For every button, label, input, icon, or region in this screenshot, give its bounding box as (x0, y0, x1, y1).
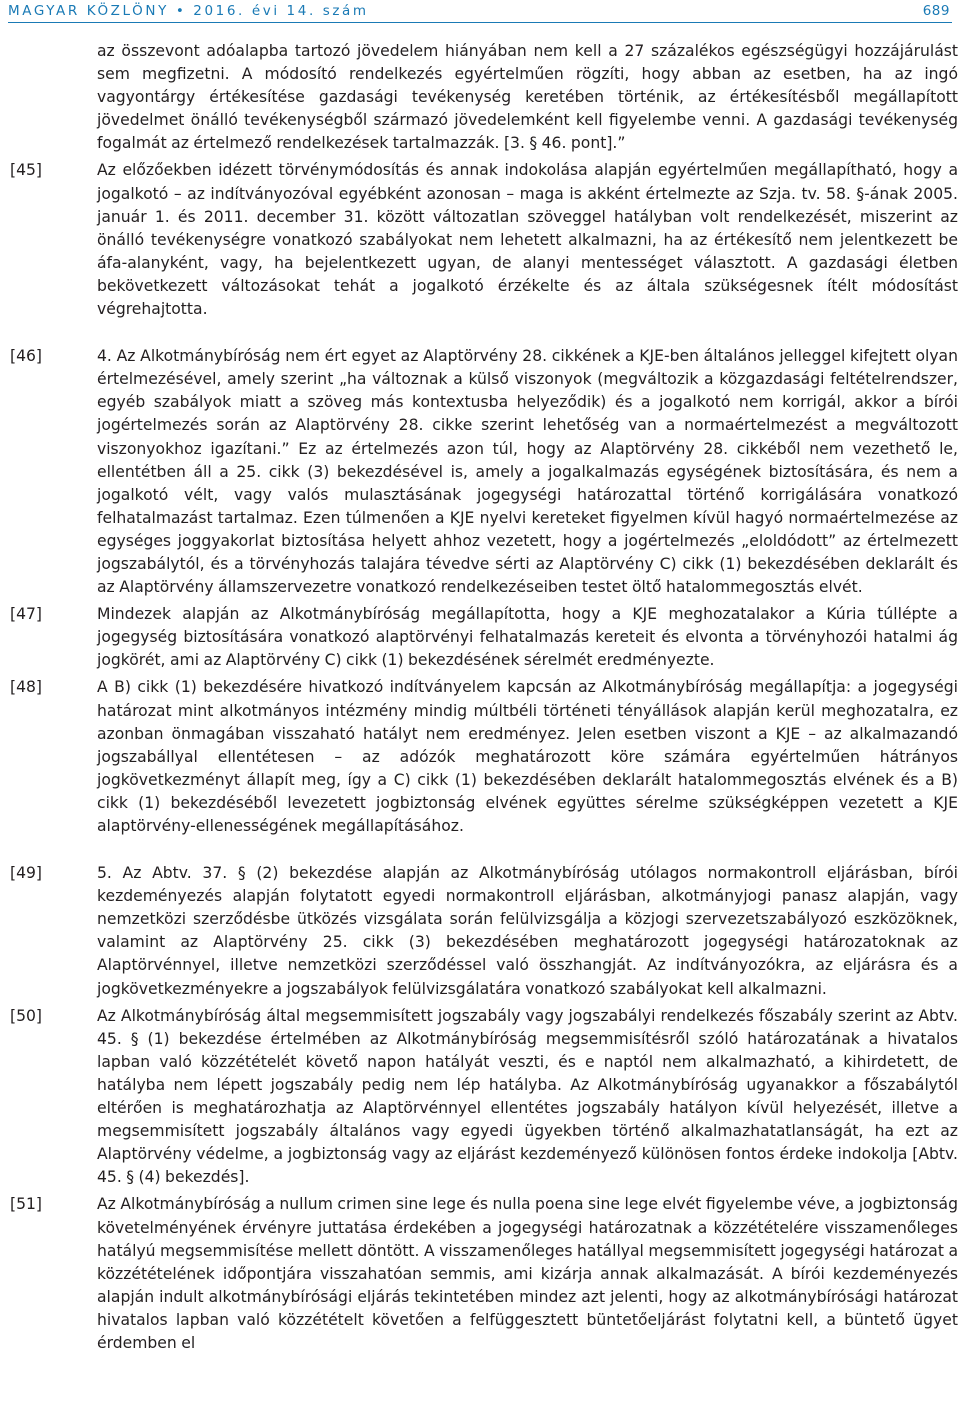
journal-title: MAGYAR KÖZLÖNY • 2016. évi 14. szám (8, 3, 369, 19)
paragraph-number: [45] (10, 161, 43, 180)
paragraph-49 (0, 862, 960, 1001)
paragraph-47 (0, 603, 960, 672)
paragraph-48 (0, 676, 960, 838)
paragraph-45 (0, 159, 960, 321)
paragraph-continuation (0, 40, 960, 155)
header-rule (8, 22, 952, 23)
paragraph-number: [48] (10, 678, 43, 697)
paragraph-number: [47] (10, 605, 43, 624)
document-body (0, 40, 960, 1355)
paragraph-text: Az Alkotmánybíróság a nullum crimen sine lege és nulla poena sine lege elvét figyelembe véve, a jogbiztonság követelményének érvényre juttatása érdekében a jogegységi határozatnak a közzétételére visszamenőleges hatályú megsemmisítése mellett döntött. A visszamenőleges hatállyal megsemmisített jogegységi határozat a közzétételének időpontjára visszahatóan semmis, ami kizárja annak alkalmazását. A bírói kezdeményezés alapján indult alkotmánybírósági eljárás tekintetében mindez azt jelenti, hogy az alkotmánybírósági határozat hivatalos lapban való közzétételt követően a felfüggesztett büntetőeljárást folytatni kell, a büntető ügyet érdemben el (97, 1195, 958, 1352)
page-header (8, 0, 952, 22)
paragraph-51 (0, 1193, 960, 1355)
paragraph-text: Az előzőekben idézett törvénymódosítás és annak indokolása alapján egyértelműen megállapítható, hogy a jogalkotó – az indítványozóval egyébként azonosan – maga is akként értelmezte az Szja. tv. 58. §-ának 2005. január 1. és 2011. december 31. között változatlan szöveggel hatályban volt rendelkezését, miszerint az önálló tevékenységre vonatkozó szabályokat nem lehetett alkalmazni, ha az értékesítő nem jelentkezett be áfa-alanyként, vagy, ha bejelentkezett ugyan, de alanyi mentességet választott. A gazdasági életben bekövetkezett változásokat tehát a jogalkotó érzékelte és az általa szükségesnek ítélt módosítást végrehajtotta. (97, 161, 958, 319)
paragraph-number: [46] (10, 347, 43, 366)
paragraph-text: az összevont adóalapba tartozó jövedelem hiányában nem kell a 27 százalékos egészségügyi hozzájárulást sem megfizetni. A módosító rendelkezés egyértelműen rögzíti, hogy abban az esetben, ha az ingó vagyontárgy értékesítése gazdasági tevékenység keretében történik, az értékesítésből megállapított jövedelmet önálló tevékenységből származó jövedelemként kell figyelembe venni. A gazdasági tevékenység fogalmát az értelmező rendelkezések tartalmazzák. [3. § 46. pont].” (97, 42, 958, 153)
page-number: 689 (922, 3, 950, 19)
paragraph-number: [50] (10, 1006, 43, 1025)
paragraph-text: 5. Az Abtv. 37. § (2) bekezdése alapján az Alkotmánybíróság utólagos normakontroll eljárásban, bírói kezdeményezés alapján folytatott egyedi normakontroll eljárásban, alkotmányjogi panasz alapján, vagy nemzetközi szerződésbe ütközés vizsgálata során felülvizsgálja a közjogi szervezetszabályozó eszközöknek, valamint az Alaptörvény 25. cikk (3) bekezdésében meghatározott jogegységi határozatoknak az Alaptörvénnyel, illetve nemzetközi szerződéssel való összhangját. Az indítványozókra, az eljárásra és a jogkövetkezményekre a jogszabályok felülvizsgálatára vonatkozó szabályokat kell alkalmazni. (97, 864, 958, 998)
paragraph-50 (0, 1005, 960, 1190)
paragraph-text: Mindezek alapján az Alkotmánybíróság megállapította, hogy a KJE meghozatalakor a Kúria túllépte a jogegység biztosítására vonatkozó alaptörvényi felhatalmazás kereteit és elvonta a törvényhozói hatalmi ág jogkörét, ami az Alaptörvény C) cikk (1) bekezdésének sérelmét eredményezte. (97, 605, 958, 670)
paragraph-text: Az Alkotmánybíróság által megsemmisített jogszabály vagy jogszabályi rendelkezés főszabály szerint az Abtv. 45. § (1) bekezdése értelmében az Alkotmánybíróság megsemmisítésről szóló határozatának a hivatalos lapban való közzétételét követő napon hatályát veszti, és e naptól nem alkalmazható, a kihirdetett, de hatályba nem lépett jogszabály pedig nem lép hatályba. Az Alkotmánybíróság ugyanakkor a főszabálytól eltérően is meghatározhatja az Alaptörvénnyel ellentétes jogszabály hatályon kívül helyezését, illetve a megsemmisített jogszabály általános vagy egyedi ügyekben történő alkalmazhatatlanságát, ha ezt az Alaptörvény védelme, a jogbiztonság vagy az eljárást kezdeményező különösen fontos érdeke indokolja [Abtv. 45. § (4) bekezdés]. (97, 1006, 958, 1187)
paragraph-number: [51] (10, 1195, 43, 1214)
paragraph-text: A B) cikk (1) bekezdésére hivatkozó indítványelem kapcsán az Alkotmánybíróság megállapítja: a jogegységi határozat mint alkotmányos intézmény mindig múltbéli történeti tényállások alapján kerül meghozatalra, ez azonban önmagában visszaható hatályt nem eredményez. Jelen esetben viszont a KJE – az alkalmazandó jogszabállyal ellentétesen – az adózók meghatározott köre számára egyértelműen hátrányos jogkövetkezményt állapít meg, így a C) cikk (1) bekezdésében deklarált hatalommegosztás elvének és a B) cikk (1) bekezdéséből levezetett jogbiztonság elvének együttes sérelme szükségképpen vezetett a KJE alaptörvény-ellenességének megállapításához. (97, 678, 958, 835)
paragraph-46 (0, 345, 960, 599)
paragraph-number: [49] (10, 864, 43, 883)
paragraph-text: 4. Az Alkotmánybíróság nem ért egyet az Alaptörvény 28. cikkének a KJE-ben általános jelleggel kifejtett olyan értelmezésével, amely szerint „ha változnak a külső viszonyok (megváltozik a közgazdasági feltételrendszer, egyéb szabályok miatt a szöveg más kontextusba helyeződik) és a jogalkotó nem korrigál, akkor a bírói jogértelmezés során az Alaptörvény 28. cikke szerint lehetőség van a normaértelmezést a megváltozott viszonyokhoz igazítani.” Ez az értelmezés azon túl, hogy az Alaptörvény 28. cikkéből nem vezethető le, ellentétben áll a 25. cikk (3) bekezdésével is, amely a jogalkalmazás egységének biztosítására, és nem a jogalkotó vélt, vagy valós mulasztásának jogegységi határozattal történő korrigálására vonatkozó felhatalmazást tartalmaz. Ezen túlmenően a KJE nyelvi kereteket figyelmen kívül hagyó normaértelmezése az egységes joggyakorlat biztosítása helyett ahhoz vezetett, hogy a jogértelmezés „eloldódott” az értelmezett jogszabálytól, és a törvényhozás talajára tévedve sérti az Alaptörvény C) cikk (1) bekezdésében deklarált és az Alaptörvény államszervezetre vonatkozó rendelkezéseiben testet öltő hatalommegosztás elvét. (97, 347, 958, 597)
